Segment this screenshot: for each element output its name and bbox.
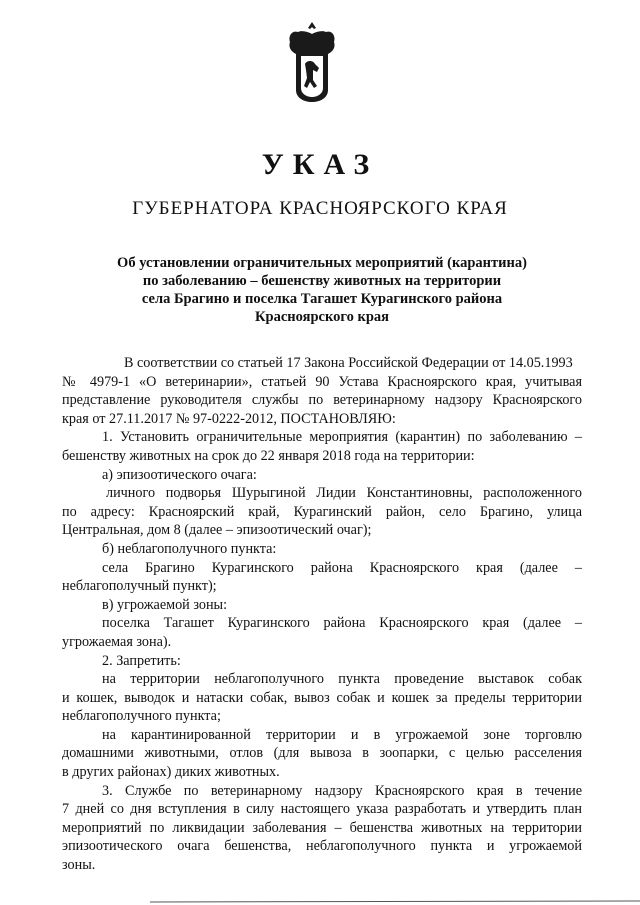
body-line: 7 дней со дня вступления в силу настоящего указа разработать и утвердить план [62,801,582,818]
body-line: угрожаемая зона). [62,633,172,650]
document-title: УКАЗ [261,148,379,181]
body-line: 1. Установить ограничительные мероприятия (карантин) по заболеванию – [102,429,582,446]
body-line: поселка Тагашет Курагинского района Красноярского края (далее – [102,615,582,632]
body-line: 3. Службе по ветеринарному надзору Красноярского края в течение [102,782,582,799]
body-line: зоны. [62,857,96,874]
body-line: представление руководителя службы по ветеринарному надзору Красноярского [62,392,582,409]
body-line: мероприятий по ликвидации заболевания – бешенства животных на территории [62,819,582,836]
body-line: края от 27.11.2017 № 97-0222-2012, ПОСТАНОВЛЯЮ: [62,410,396,427]
heading-line: Об установлении ограничительных мероприятий (карантина) [117,255,527,271]
body-line: Центральная, дом 8 (далее – эпизоотический очаг); [62,522,372,539]
body-line: по адресу: Красноярский край, Курагинский район, село Брагино, улица [62,503,582,520]
coat-of-arms-emblem [286,20,338,104]
document-subtitle: ГУБЕРНАТОРА КРАСНОЯРСКОГО КРАЯ [132,198,508,219]
document-heading [100,254,544,326]
body-line: б) неблагополучного пункта: [102,540,277,557]
body-line: в) угрожаемой зоны: [102,596,228,613]
heading-line: Красноярского края [255,309,389,325]
body-line: 2. Запретить: [102,652,181,669]
document-body [62,354,582,875]
heading-line: села Брагино и поселка Тагашет Курагинского района [141,291,503,307]
body-line: в других районах) диких животных. [62,764,280,781]
body-line: неблагополучный пункт); [62,578,217,595]
body-line: а) эпизоотического очага: [102,466,257,483]
body-line: В соответствии со статьей 17 Закона Российской Федерации от 14.05.1993 [124,355,573,371]
body-line: № 4979-1 «О ветеринарии», статьей 90 Устава Красноярского края, учитывая [62,373,582,390]
body-line: домашними животными, отлов (для вывоза в зоопарки, с целью расселения [62,745,582,762]
body-line: села Брагино Курагинского района Красноярского края (далее – [102,559,582,576]
body-line: бешенству животных на срок до 22 января 2018 года на территории: [62,447,475,464]
body-line: на карантинированной территории и в угрожаемой зоне торговлю [102,726,582,743]
page-bottom-line [0,897,640,905]
body-line: эпизоотического очага бешенства, неблагополучного пункта и угрожаемой [62,838,582,855]
heading-line: по заболеванию – бешенству животных на территории [142,273,502,289]
body-line: личного подворья Шурыгиной Лидии Константиновны, расположенного [106,485,582,502]
body-line: и кошек, выводок и натаски собак, вывоз собак и кошек за пределы территории [62,689,582,706]
body-line: неблагополучного пункта; [62,708,221,725]
body-line: на территории неблагополучного пункта проведение выставок собак [102,671,582,688]
